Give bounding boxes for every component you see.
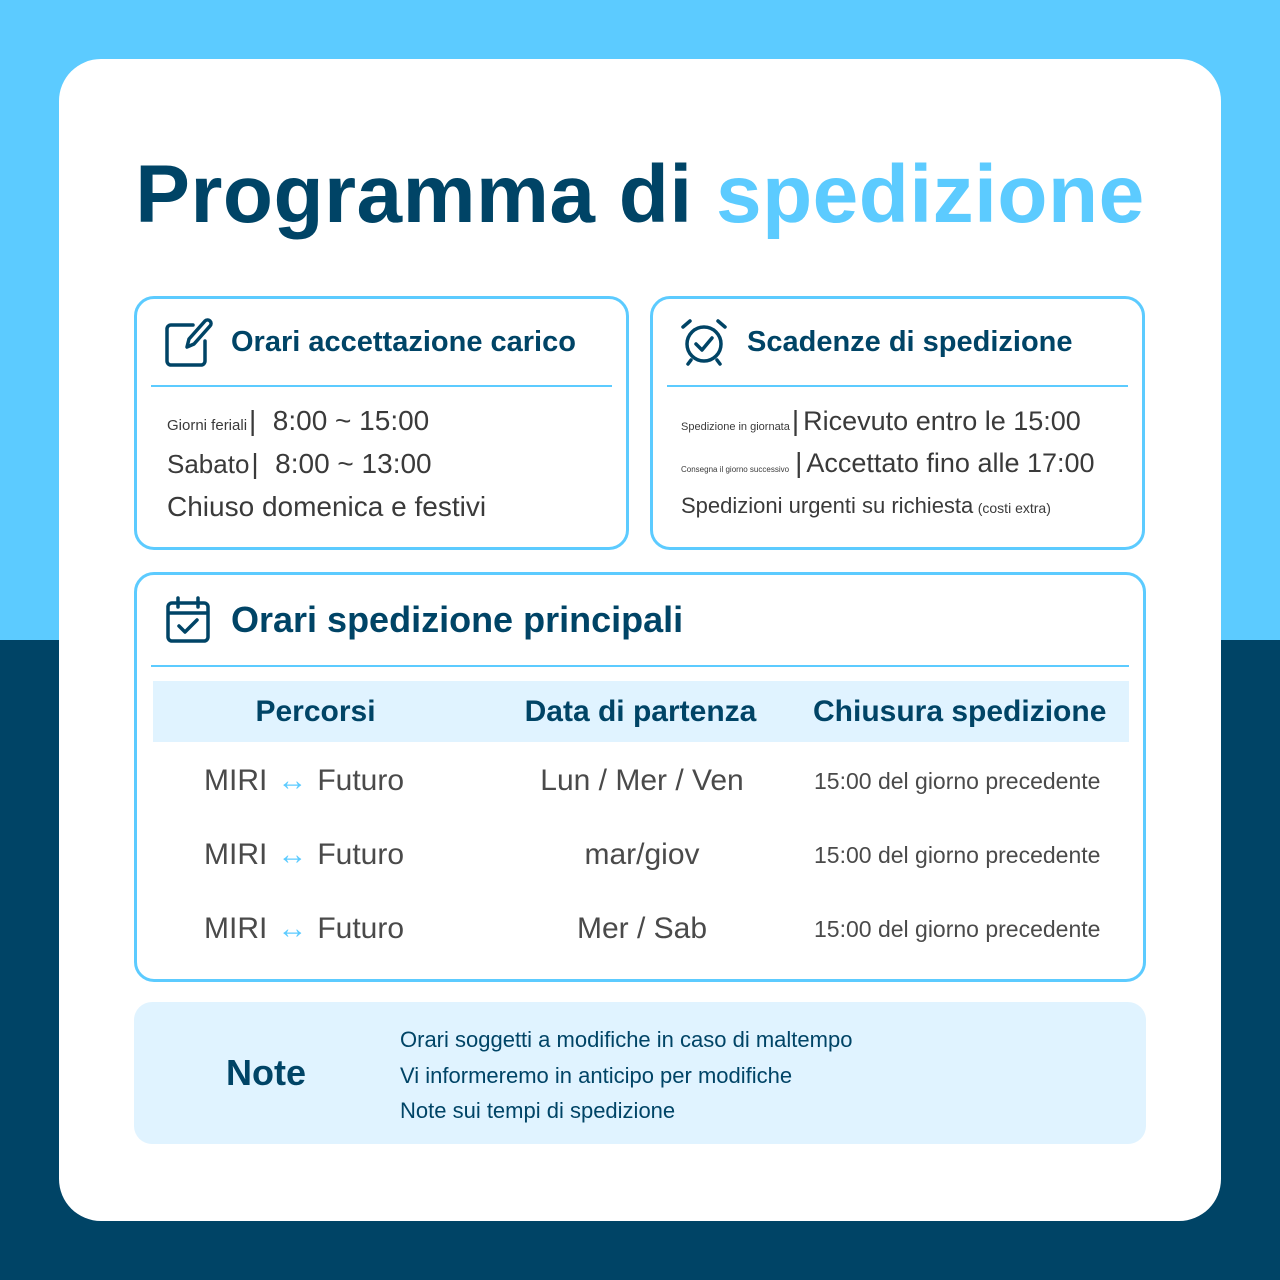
table-row (137, 751, 1143, 811)
title-part2: spedizione (715, 149, 1145, 240)
urgent-text: Spedizioni urgenti su richiesta (681, 493, 974, 518)
route-cell (204, 899, 404, 959)
same-day-label: Spedizione in giornata (681, 421, 790, 433)
column-header-routes: Percorsi (255, 695, 376, 728)
title-part1: Programma di (135, 149, 716, 240)
weekday-row (167, 405, 429, 437)
bidirectional-arrow-icon: ↔ (277, 912, 308, 945)
deadlines-header (667, 299, 1128, 387)
urgent-extra: (costi extra) (977, 500, 1051, 516)
cutoff-cell: 15:00 del giorno precedente (814, 768, 1101, 794)
column-header-cutoff: Chiusura spedizione (813, 695, 1107, 728)
note-panel (134, 1002, 1146, 1144)
bidirectional-arrow-icon: ↔ (277, 838, 308, 871)
note-line: Orari soggetti a modifiche in caso di maltempo (400, 1027, 853, 1052)
cutoff-cell: 15:00 del giorno precedente (814, 842, 1101, 868)
departure-cell: Lun / Mer / Ven (540, 764, 744, 797)
alarm-clock-icon (679, 317, 729, 367)
column-header-departure: Data di partenza (524, 695, 757, 728)
next-day-label: Consegna il giorno successivo (681, 465, 790, 474)
departure-cell: Mer / Sab (576, 912, 708, 945)
route-to: Futuro (317, 838, 405, 871)
closed-note: Chiuso domenica e festivi (167, 491, 487, 522)
calendar-check-icon (163, 595, 213, 645)
saturday-label: Sabato (167, 449, 250, 479)
page-title (0, 148, 1280, 242)
main-schedule-heading: Orari spedizione principali (231, 599, 684, 640)
route-from: MIRI (204, 764, 268, 797)
separator: | (251, 448, 259, 479)
separator: | (795, 447, 803, 478)
main-schedule-panel (134, 572, 1146, 982)
note-title: Note (226, 1052, 306, 1093)
saturday-hours: 8:00 ~ 13:00 (275, 448, 432, 479)
bidirectional-arrow-icon: ↔ (277, 764, 308, 797)
cutoff-cell: 15:00 del giorno precedente (814, 916, 1101, 942)
route-from: MIRI (204, 838, 268, 871)
deadlines-panel (650, 296, 1145, 550)
acceptance-header (151, 299, 612, 387)
note-line: Vi informeremo in anticipo per modifiche (400, 1062, 793, 1088)
table-header (153, 681, 1129, 742)
route-to: Futuro (317, 912, 405, 945)
route-to: Futuro (317, 764, 405, 797)
saturday-row (167, 448, 432, 480)
same-day-value: Ricevuto entro le 15:00 (803, 406, 1081, 436)
edit-icon (163, 317, 213, 367)
acceptance-heading: Orari accettazione carico (231, 326, 576, 358)
note-lines (400, 1022, 852, 1129)
note-line: Note sui tempi di spedizione (400, 1098, 676, 1123)
weekday-label: Giorni feriali (167, 417, 248, 434)
next-day-row (681, 447, 1095, 479)
separator: | (249, 405, 257, 436)
same-day-row (681, 405, 1081, 437)
table-row (137, 825, 1143, 885)
route-from: MIRI (204, 912, 268, 945)
separator: | (791, 405, 800, 436)
deadlines-heading: Scadenze di spedizione (747, 326, 1073, 358)
urgent-row (681, 493, 1051, 519)
main-schedule-header (151, 575, 1129, 667)
departure-cell: mar/giov (584, 838, 700, 871)
route-cell (204, 751, 404, 811)
route-cell (204, 825, 404, 885)
weekday-hours: 8:00 ~ 15:00 (272, 405, 430, 436)
acceptance-hours-panel (134, 296, 629, 550)
table-row (137, 899, 1143, 959)
next-day-value: Accettato fino alle 17:00 (806, 448, 1095, 478)
